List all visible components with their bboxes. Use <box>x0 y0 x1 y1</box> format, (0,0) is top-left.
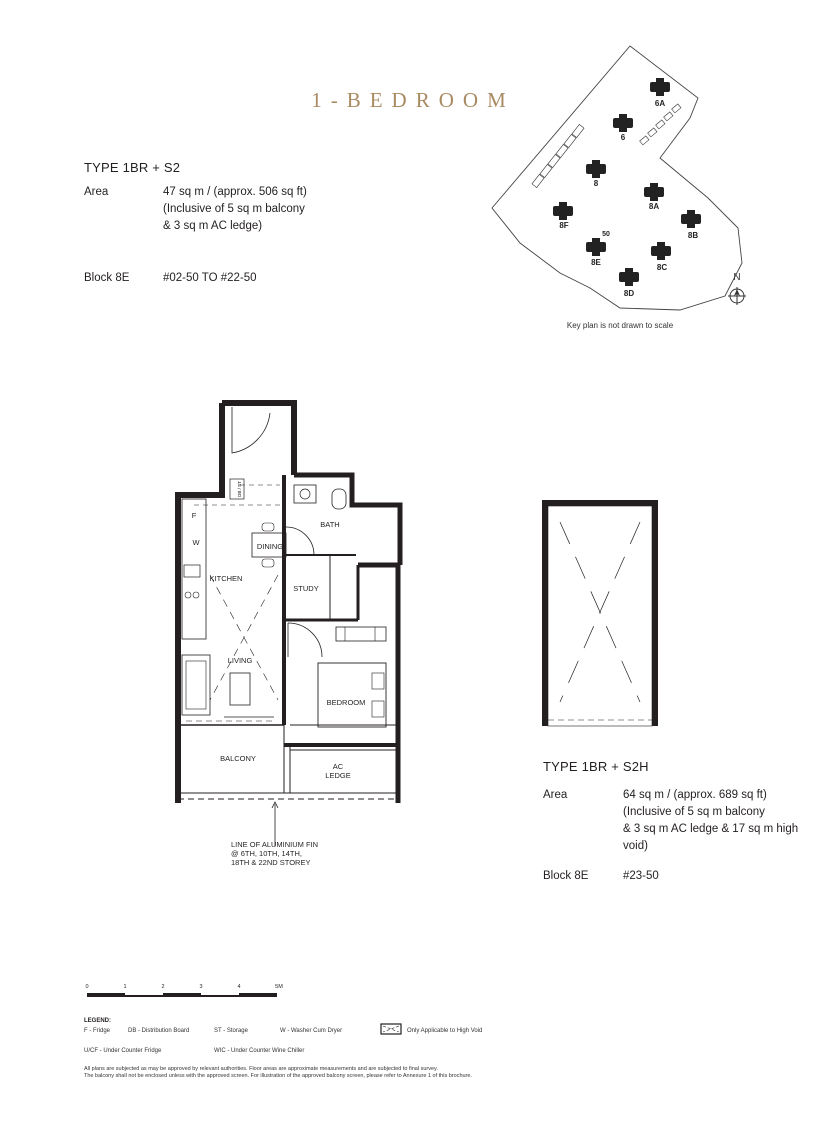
block-units-b: #23-50 <box>623 870 659 882</box>
room-ac-ledge-2: LEDGE <box>325 771 351 780</box>
scale-tick: 0 <box>85 984 89 990</box>
area-value-b <box>623 787 798 855</box>
scale-tick: 3 <box>199 984 203 990</box>
block-label-8a: 8A <box>648 202 660 211</box>
north-arrow-icon <box>728 287 746 305</box>
unit-marker: 50 <box>602 231 610 238</box>
area-line: void) <box>623 840 648 852</box>
scale-tick: 5M <box>275 984 283 990</box>
fridge-label: F <box>191 511 197 520</box>
block-label-8: 8 <box>593 179 599 188</box>
scale-bar <box>80 980 300 1004</box>
fin-note-line: 18TH & 22ND STOREY <box>231 858 311 867</box>
room-living: LIVING <box>227 656 253 665</box>
db-st-label: DB / ST <box>237 481 242 497</box>
legend-item: F - Fridge <box>84 1028 111 1034</box>
area-line: 64 sq m / (approx. 689 sq ft) <box>623 789 767 801</box>
area-label-b: Area <box>543 789 568 801</box>
area-line: (Inclusive of 5 sq m balcony <box>623 806 765 818</box>
floor-plan-s2h-void <box>536 494 664 730</box>
block-units: #02-50 TO #22-50 <box>163 272 257 284</box>
void-legend-icon <box>380 1023 402 1035</box>
key-plan <box>480 38 780 338</box>
block-8C <box>651 242 671 260</box>
washer-label: W <box>192 538 200 547</box>
scale-tick: 2 <box>161 984 165 990</box>
north-label: N <box>733 272 741 283</box>
block-8F <box>553 202 573 220</box>
block-label-8b: 8B <box>687 231 699 240</box>
block-8B <box>681 210 701 228</box>
fin-note-line: @ 6TH, 10TH, 14TH, <box>231 849 302 858</box>
room-bedroom: BEDROOM <box>326 698 366 707</box>
unit-type-title-b: TYPE 1BR + S2H <box>543 759 649 774</box>
block-8D <box>619 268 639 286</box>
floor-plan-s2 <box>170 395 410 815</box>
block-6A <box>650 78 670 96</box>
legend-item: ST - Storage <box>214 1028 248 1034</box>
fin-note-line: LINE OF ALUMINIUM FIN <box>231 840 319 849</box>
area-line: 47 sq m / (approx. 506 sq ft) <box>163 186 307 198</box>
block-label: Block 8E <box>84 272 130 284</box>
page-title: 1-BEDROOM <box>311 88 515 112</box>
outer-wall-bath <box>294 475 400 565</box>
room-dining: DINING <box>256 542 284 551</box>
block-label-8c: 8C <box>656 263 668 272</box>
void-legend-text: Only Applicable to High Void <box>407 1028 483 1034</box>
block-label-6: 6 <box>620 133 626 142</box>
legend-item: WIC - Under Counter Wine Chiller <box>214 1048 305 1054</box>
scale-tick: 4 <box>237 984 241 990</box>
block-8A <box>644 183 664 201</box>
disclaimer <box>84 1066 472 1080</box>
area-value <box>163 184 307 235</box>
area-line: & 3 sq m AC ledge) <box>163 220 263 232</box>
scale-tick: 1 <box>123 984 127 990</box>
disclaimer-line: All plans are subjected as may be approved by relevant authorities. Floor areas are approximate measurements and are subjected to final survey. <box>84 1066 438 1072</box>
legend-title: LEGEND: <box>84 1018 111 1024</box>
fin-note <box>231 840 318 867</box>
unit-type-title: TYPE 1BR + S2 <box>84 160 181 175</box>
site-boundary <box>492 46 742 310</box>
area-label: Area <box>84 186 109 198</box>
legend-item: W - Washer Cum Dryer <box>280 1028 343 1034</box>
room-bath: BATH <box>320 520 340 529</box>
room-ac-ledge: AC <box>332 762 344 771</box>
block-label-8f: 8F <box>559 221 569 230</box>
block-8 <box>586 160 606 178</box>
room-balcony: BALCONY <box>220 754 256 763</box>
outer-wall-right <box>358 565 398 803</box>
legend-item: DB - Distribution Board <box>128 1028 190 1034</box>
room-study: STUDY <box>293 584 319 593</box>
area-line: (Inclusive of 5 sq m balcony <box>163 203 305 215</box>
block-label-6a: 6A <box>654 99 666 108</box>
disclaimer-line: The balcony shall not be enclosed unless with the approved screen. For illustration of the approved balcony screen, please refer to Annexure 1 of this brochure. <box>84 1073 472 1079</box>
block-label-8e: 8E <box>591 258 601 267</box>
block-8E <box>586 238 606 256</box>
room-kitchen: KITCHEN <box>209 574 243 583</box>
block-label-b: Block 8E <box>543 870 589 882</box>
key-plan-note: Key plan is not drawn to scale <box>566 321 674 330</box>
outer-wall-left <box>178 403 222 803</box>
block-label-8d: 8D <box>623 289 635 298</box>
area-line: & 3 sq m AC ledge & 17 sq m high <box>623 823 799 835</box>
legend-item: U/CF - Under Counter Fridge <box>84 1048 162 1054</box>
block-6 <box>613 114 633 132</box>
townhouse-row <box>532 124 584 187</box>
